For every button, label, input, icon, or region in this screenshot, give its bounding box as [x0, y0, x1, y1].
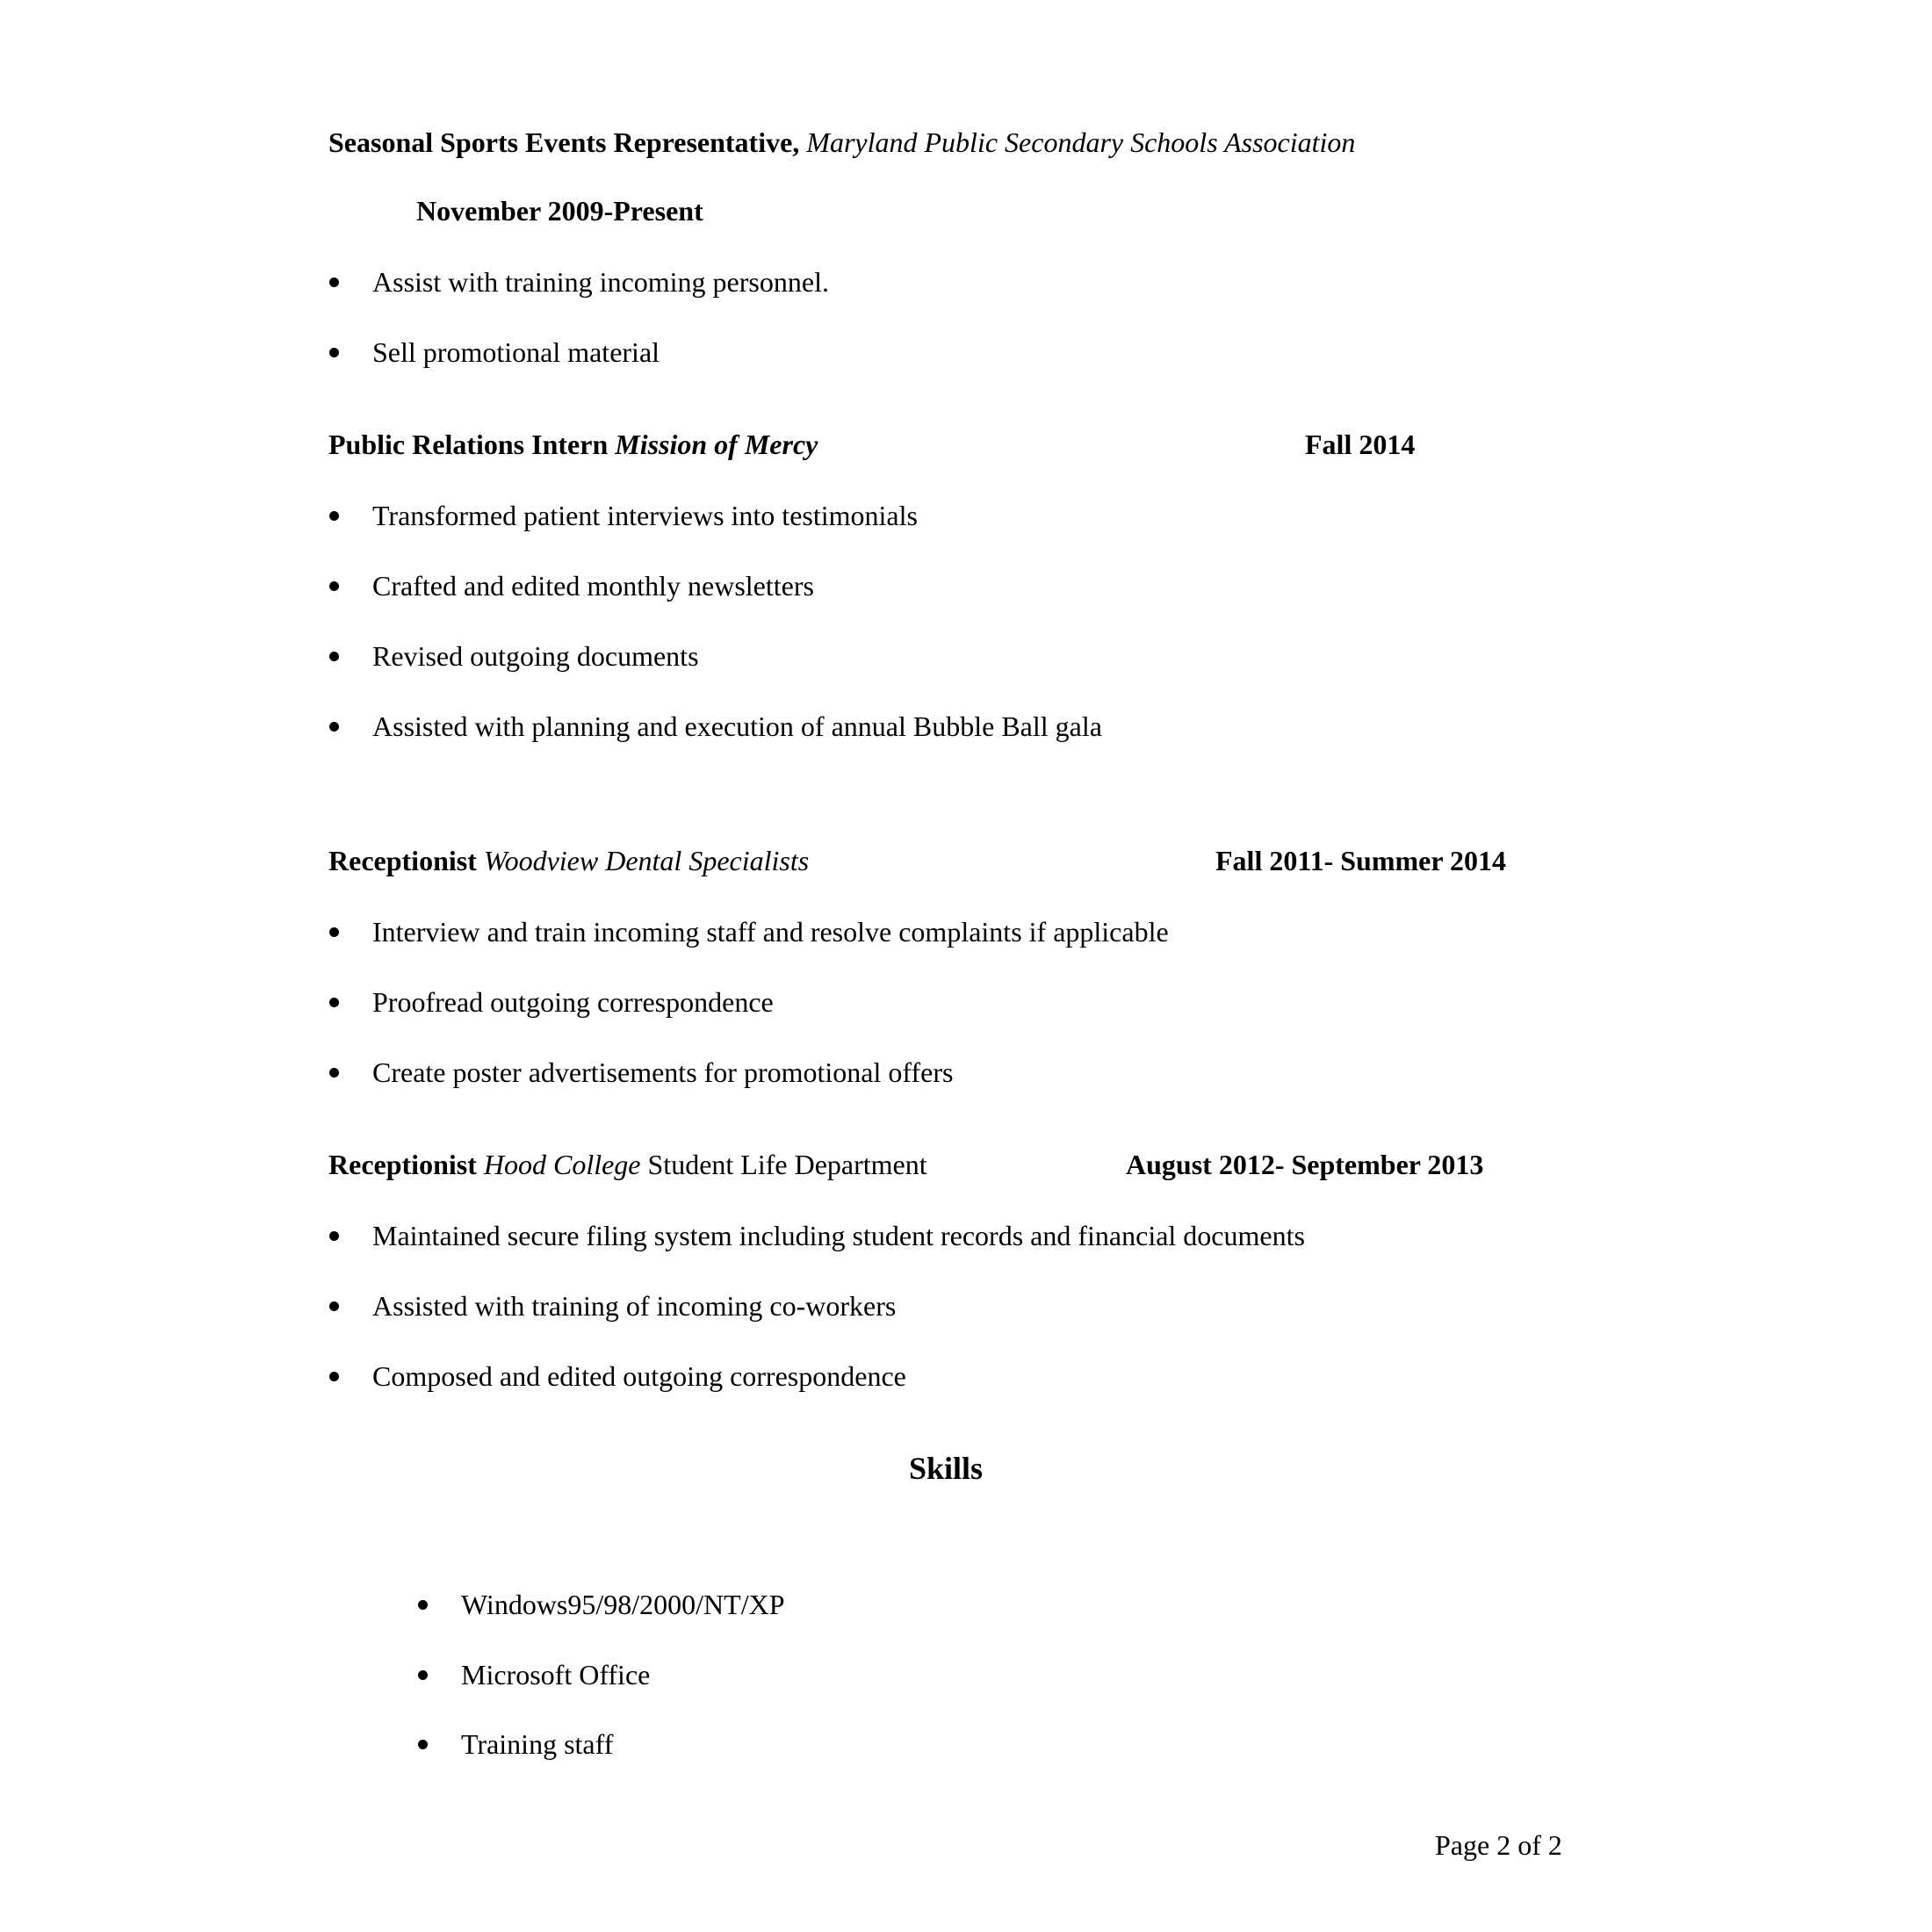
job-department: Student Life Department — [647, 1149, 927, 1180]
job-header — [328, 1147, 927, 1182]
job-header — [328, 125, 1355, 160]
job-bullet: Proofread outgoing correspondence — [372, 986, 774, 1018]
skill-item: Training staff — [461, 1728, 614, 1760]
job-dates: Fall 2011- Summer 2014 — [1215, 845, 1506, 876]
job-bullet: Composed and edited outgoing correspondence — [372, 1360, 906, 1392]
job-organization: Woodview Dental Specialists — [483, 845, 810, 876]
job-bullet: Sell promotional material — [372, 336, 660, 368]
bullet-icon — [329, 278, 339, 287]
bullet-icon — [329, 511, 339, 521]
job-dates: November 2009-Present — [416, 195, 703, 227]
job-bullet: Transformed patient interviews into testimonials — [372, 500, 918, 531]
job-organization: Mission of Mercy — [615, 429, 818, 460]
page-number: Page 2 of 2 — [1435, 1829, 1562, 1861]
bullet-icon — [329, 1068, 339, 1078]
job-bullet: Maintained secure filing system including student records and financial documents — [372, 1220, 1305, 1251]
job-title: Seasonal Sports Events Representative, — [328, 126, 800, 158]
bullet-icon — [329, 927, 339, 937]
job-bullet: Revised outgoing documents — [372, 640, 699, 672]
job-title: Receptionist — [328, 1149, 477, 1180]
job-bullet: Interview and train incoming staff and resolve complaints if applicable — [372, 916, 1169, 948]
job-bullet: Crafted and edited monthly newsletters — [372, 570, 814, 602]
bullet-icon — [418, 1670, 428, 1680]
skills-heading: Skills — [909, 1451, 984, 1486]
job-organization: Hood College — [483, 1149, 641, 1180]
job-bullet: Assist with training incoming personnel. — [372, 266, 829, 298]
job-header — [328, 843, 809, 878]
bullet-icon — [329, 1301, 339, 1311]
job-title: Public Relations Intern — [328, 429, 609, 460]
bullet-icon — [418, 1600, 428, 1610]
bullet-icon — [329, 581, 339, 591]
job-title: Receptionist — [328, 845, 477, 876]
job-bullet: Assisted with planning and execution of annual Bubble Ball gala — [372, 710, 1102, 742]
bullet-icon — [329, 1231, 339, 1241]
job-bullet: Assisted with training of incoming co-workers — [372, 1290, 897, 1322]
job-dates: August 2012- September 2013 — [1126, 1149, 1484, 1180]
skill-item: Microsoft Office — [461, 1659, 651, 1690]
bullet-icon — [329, 348, 339, 357]
job-header — [328, 427, 818, 462]
job-dates: Fall 2014 — [1305, 429, 1416, 460]
skill-item: Windows95/98/2000/NT/XP — [461, 1589, 785, 1620]
bullet-icon — [329, 1372, 339, 1381]
bullet-icon — [329, 722, 339, 732]
job-organization: Maryland Public Secondary Schools Association — [806, 126, 1356, 158]
bullet-icon — [329, 998, 339, 1007]
bullet-icon — [329, 652, 339, 661]
bullet-icon — [418, 1740, 428, 1749]
job-bullet: Create poster advertisements for promotional offers — [372, 1056, 954, 1088]
